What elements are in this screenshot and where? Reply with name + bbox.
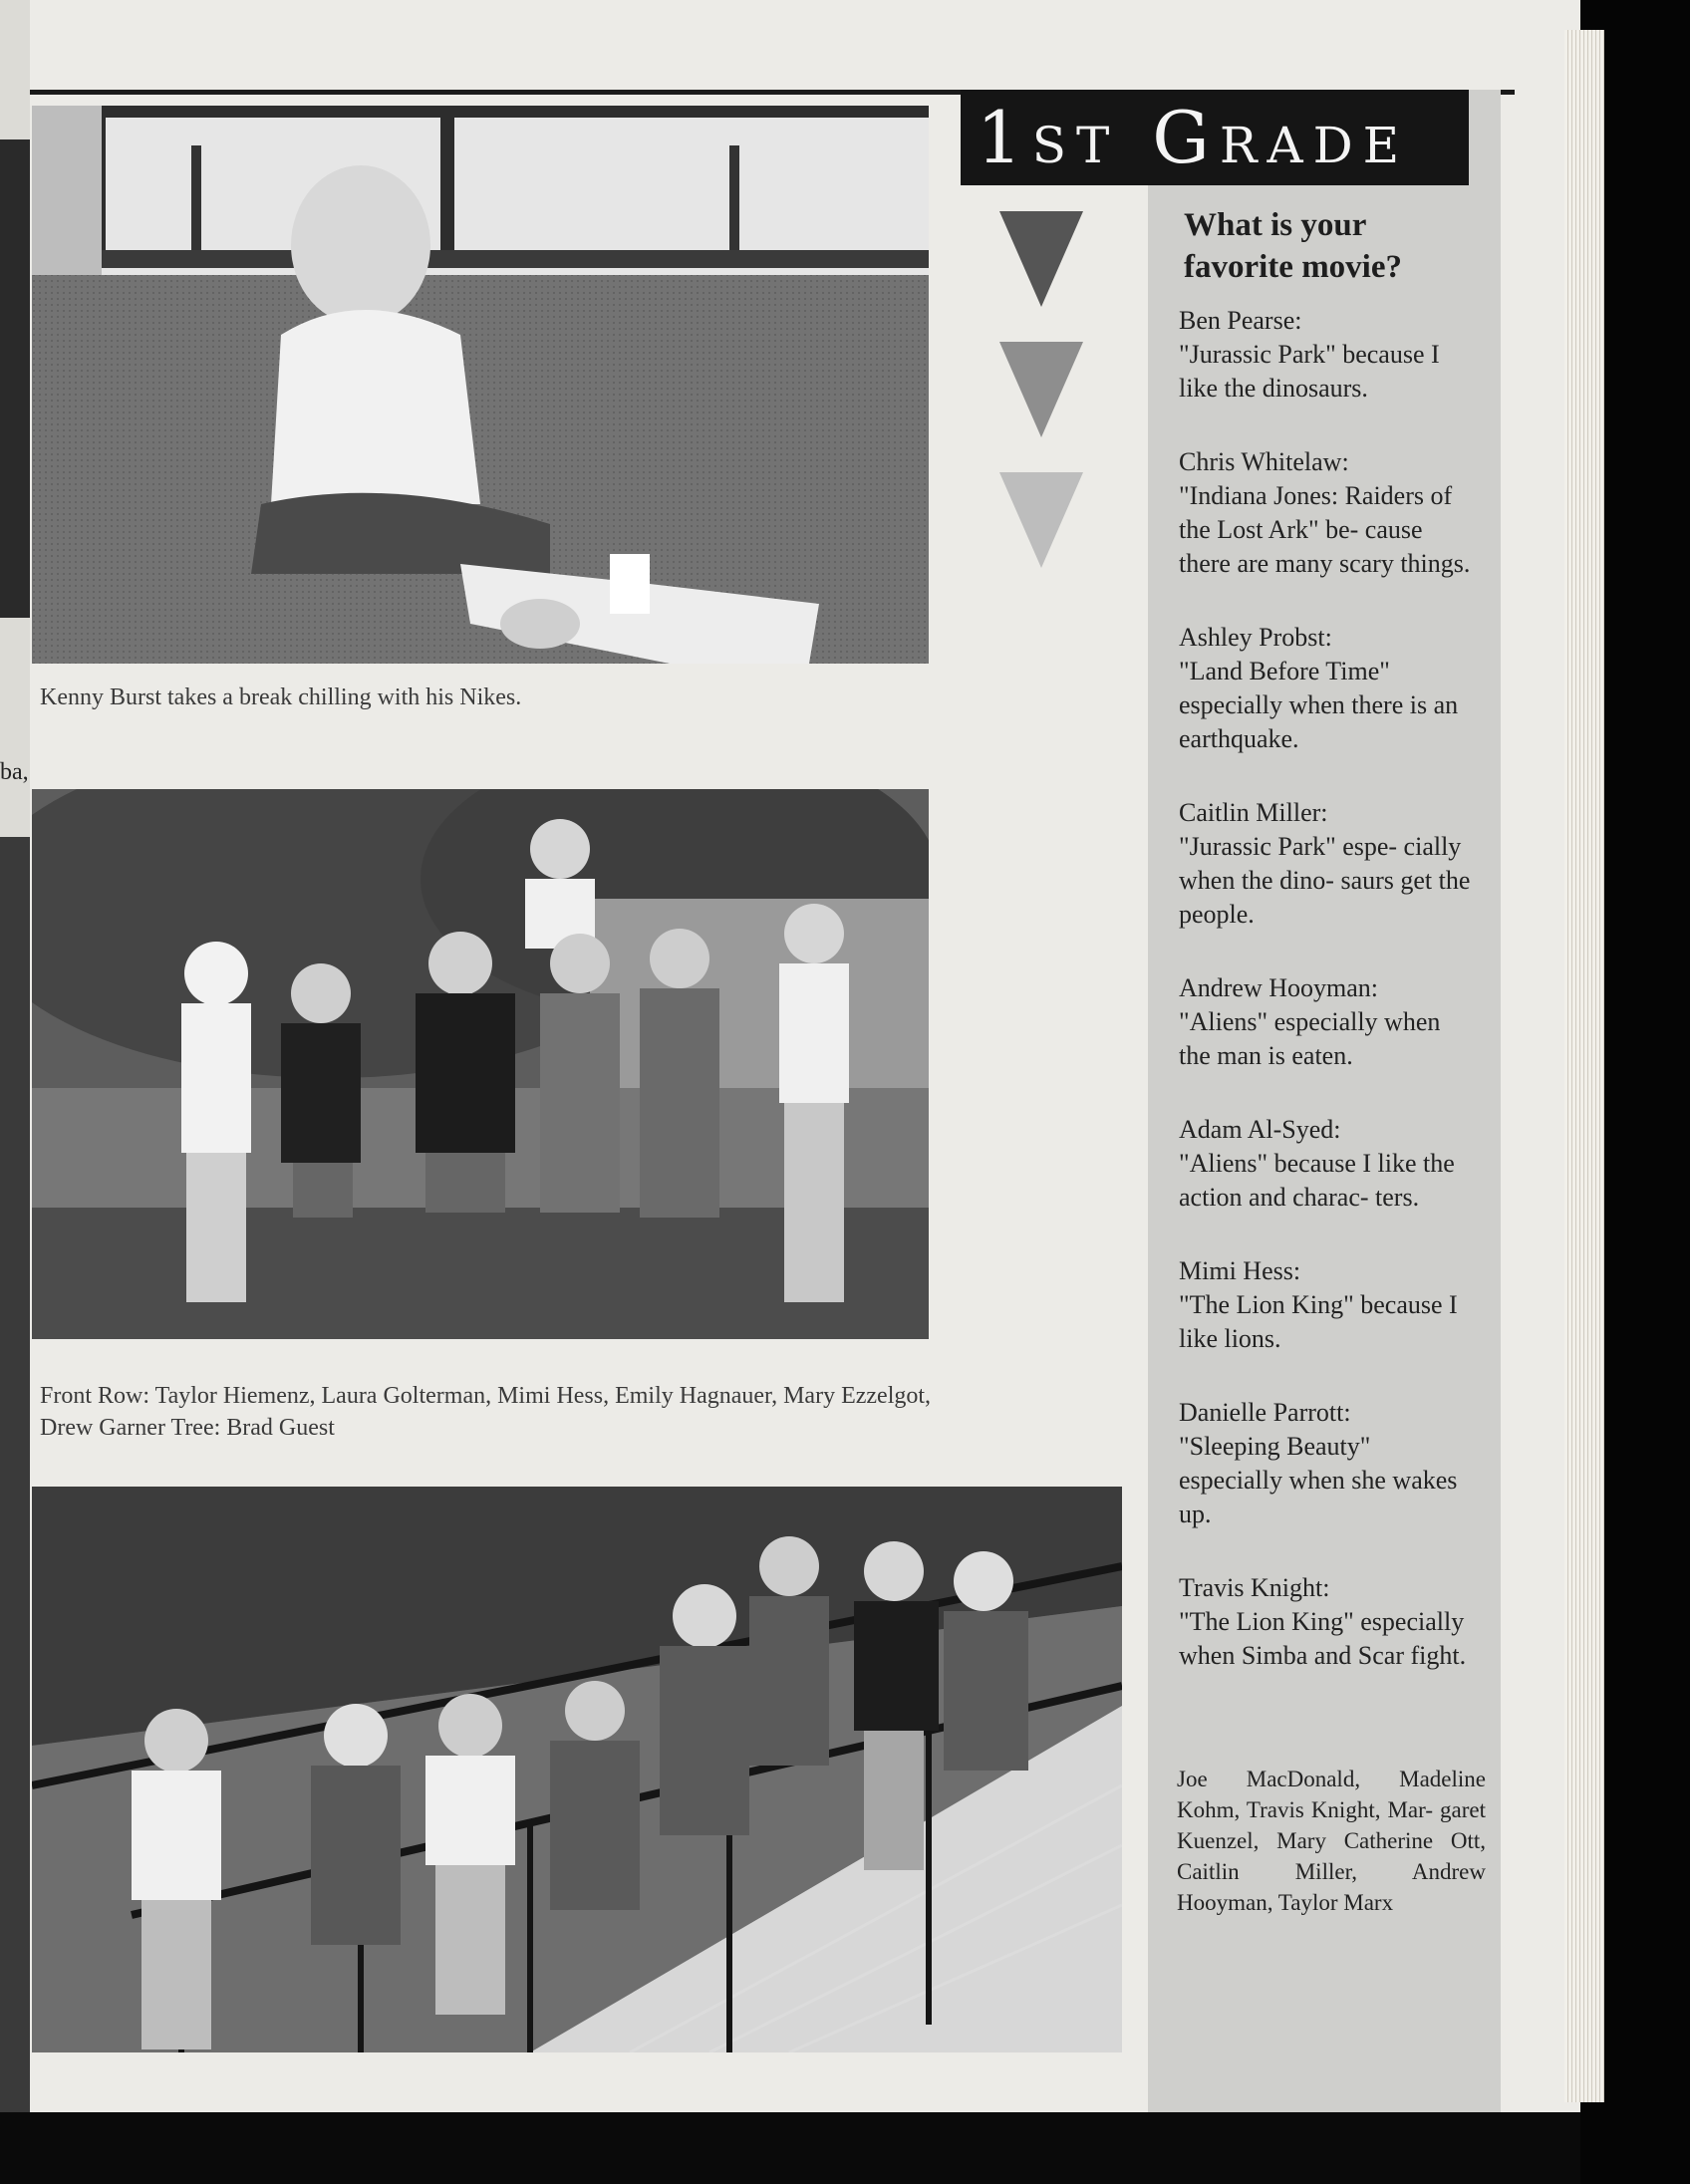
list-item xyxy=(1179,971,1478,1073)
answer-text: "Land Before Time" especially when there is an earthquake. xyxy=(1179,657,1459,753)
student-name: Mimi Hess: xyxy=(1179,1256,1301,1285)
answers-list xyxy=(1179,304,1478,1713)
arrow-down-icon xyxy=(999,472,1083,568)
answer-text: "Jurassic Park" because I like the dinosaurs. xyxy=(1179,340,1440,403)
question-heading: What is your favorite movie? xyxy=(1184,207,1402,285)
list-item xyxy=(1179,304,1478,406)
arrow-down-icon xyxy=(999,211,1083,307)
facing-page-edge xyxy=(0,0,30,2112)
facing-page-text-fragment: ba, xyxy=(0,759,29,785)
answer-text: "The Lion King" especially when Simba and Scar fight. xyxy=(1179,1607,1467,1670)
list-item xyxy=(1179,1113,1478,1215)
list-item xyxy=(1179,796,1478,932)
photo-group-tree xyxy=(32,789,929,1339)
answer-text: "Aliens" because I like the action and charac- ters. xyxy=(1179,1149,1455,1212)
photo-kenny-burst xyxy=(32,106,929,664)
list-item xyxy=(1179,1396,1478,1531)
list-item xyxy=(1179,445,1478,581)
photo-group-stairs xyxy=(32,1487,1122,2052)
list-item xyxy=(1179,621,1478,756)
student-name: Travis Knight: xyxy=(1179,1573,1330,1602)
page-title: 1st Grade xyxy=(961,90,1469,185)
student-name: Danielle Parrott: xyxy=(1179,1398,1351,1427)
photo-caption: Kenny Burst takes a break chilling with his Nikes. xyxy=(40,684,522,710)
student-name: Andrew Hooyman: xyxy=(1179,973,1379,1002)
answer-text: "Aliens" especially when the man is eaten. xyxy=(1179,1007,1441,1070)
answer-text: "Sleeping Beauty" especially when she wakes up. xyxy=(1179,1432,1458,1528)
list-item xyxy=(1179,1254,1478,1356)
student-name: Caitlin Miller: xyxy=(1179,798,1328,827)
student-name: Ben Pearse: xyxy=(1179,306,1302,335)
photo-roster-caption: Joe MacDonald, Madeline Kohm, Travis Knight, Mar- garet Kuenzel, Mary Catherine Ott, Caitlin Miller, Andrew Hooyman, Taylor Marx xyxy=(1177,1767,1486,1915)
student-name: Chris Whitelaw: xyxy=(1179,447,1349,476)
facing-page-photo-edge xyxy=(0,139,30,618)
arrow-down-icon xyxy=(999,342,1083,437)
facing-page-photo-edge xyxy=(0,837,30,2112)
page-stack-edge xyxy=(1564,30,1604,2102)
student-name: Ashley Probst: xyxy=(1179,623,1332,652)
answer-text: "Jurassic Park" espe- cially when the dino- saurs get the people. xyxy=(1179,832,1471,929)
list-item xyxy=(1179,1571,1478,1673)
photo-caption: Front Row: Taylor Hiemenz, Laura Golterman, Mimi Hess, Emily Hagnauer, Mary Ezzelgot, Drew Garner Tree: Brad Guest xyxy=(40,1383,932,1441)
answer-text: "Indiana Jones: Raiders of the Lost Ark" be- cause there are many scary things. xyxy=(1179,481,1471,578)
student-name: Adam Al-Syed: xyxy=(1179,1115,1341,1144)
answer-text: "The Lion King" because I like lions. xyxy=(1179,1290,1458,1353)
